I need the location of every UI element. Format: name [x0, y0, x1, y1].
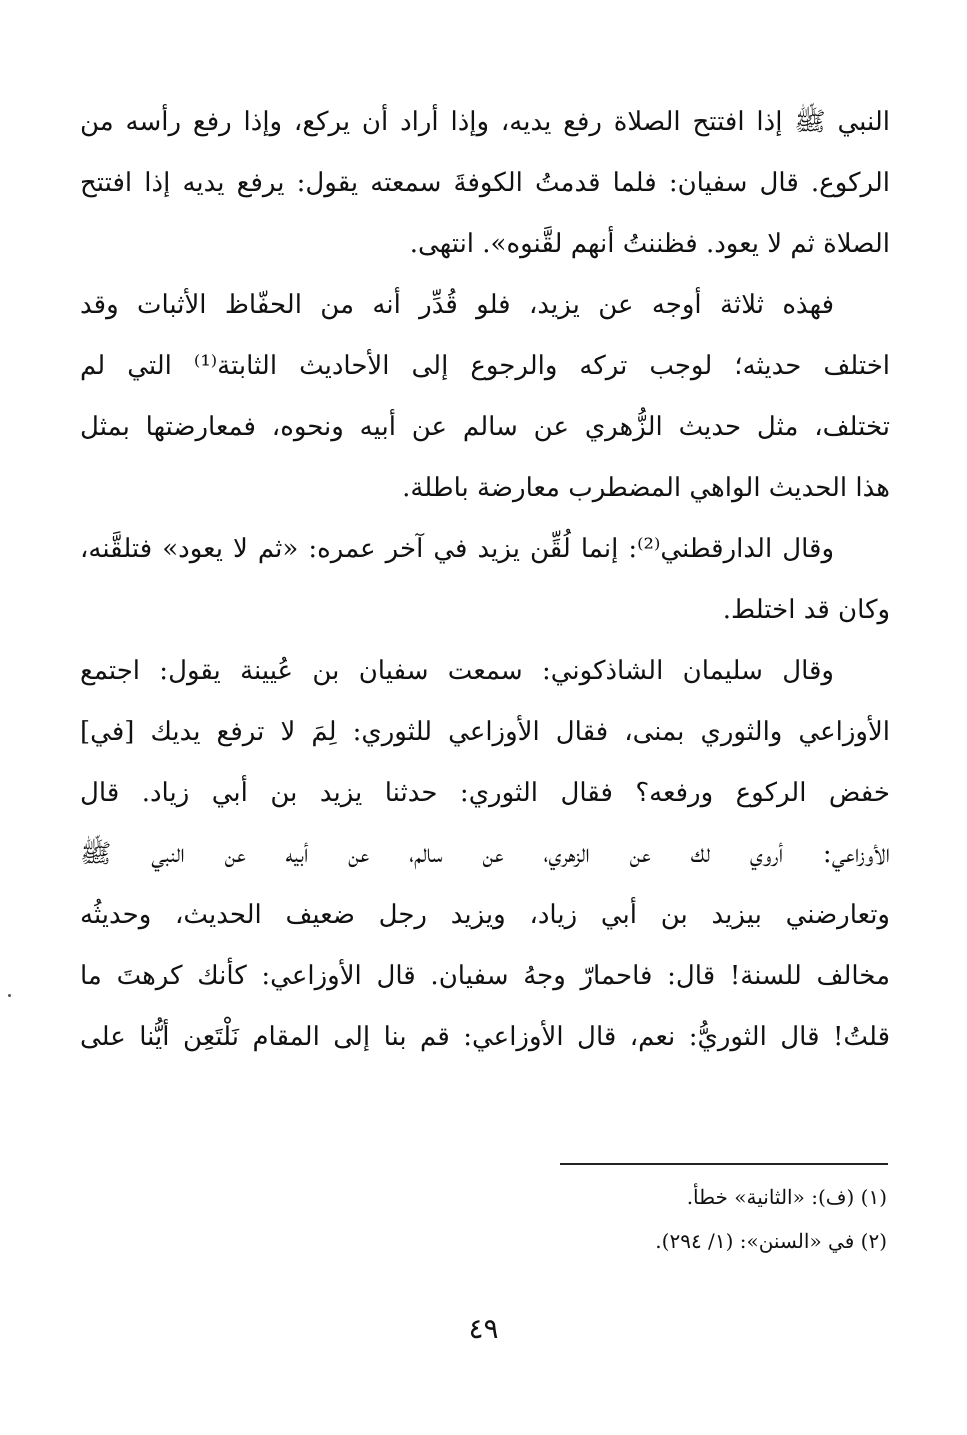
text-line: الأوزاعي والثوري بمنى، فقال الأوزاعي للثوري: لِمَ لا ترفع يديك [في]: [80, 717, 890, 747]
text-line: وكان قد اختلط.: [722, 595, 890, 625]
text-line: الأوزاعي: أروي لك عن الزهري، عن سالم، عن أبيه عن النبي ﷺ: [80, 839, 890, 869]
footnote-2: (٢) في «السنن»: (١/ ٢٩٤).: [655, 1229, 887, 1253]
page-number: ٤٩: [468, 1312, 499, 1345]
text-line: وقال الدارقطني⁽²⁾: إنما لُقِّن يزيد في آخر عمره: «ثم لا يعود» فتلقَّنه،: [80, 534, 835, 564]
text-line: اختلف حديثه؛ لوجب تركه والرجوع إلى الأحاديث الثابتة⁽¹⁾ التي لم: [80, 351, 890, 381]
text-line: مخالف للسنة! قال: فاحمارّ وجهُ سفيان. قال الأوزاعي: كأنك كرهتَ ما: [80, 961, 890, 991]
text-line: خفض الركوع ورفعه؟ فقال الثوري: حدثنا يزيد بن أبي زياد. قال: [80, 778, 890, 808]
footnote-1: (١) (ف): «الثانية» خطأ.: [686, 1185, 887, 1209]
text-line: فهذه ثلاثة أوجه عن يزيد، فلو قُدِّر أنه من الحفّاظ الأثبات وقد: [80, 290, 834, 320]
text-line: الركوع. قال سفيان: فلما قدمتُ الكوفةَ سمعته يقول: يرفع يديه إذا افتتح: [80, 168, 890, 198]
text-line: الصلاة ثم لا يعود. فظننتُ أنهم لقَّنوه». انتهى.: [409, 229, 890, 259]
text-line: قلتُ! قال الثوريُّ: نعم، قال الأوزاعي: قم بنا إلى المقام نَلْتَعِن أيُّنا على: [80, 1022, 890, 1052]
main-text: [80, 92, 890, 1068]
text-line: هذا الحديث الواهي المضطرب معارضة باطلة.: [402, 473, 890, 503]
footnote-divider: [560, 1163, 888, 1165]
text-line: النبي ﷺ إذا افتتح الصلاة رفع يديه، وإذا أراد أن يركع، وإذا رفع رأسه من: [80, 107, 890, 137]
scan-speck: [8, 994, 11, 997]
text-line: تختلف، مثل حديث الزُّهري عن سالم عن أبيه ونحوه، فمعارضتها بمثل: [80, 412, 890, 442]
text-line: وتعارضني بيزيد بن أبي زياد، ويزيد رجل ضعيف الحديث، وحديثُه: [80, 900, 890, 930]
text-line: وقال سليمان الشاذكوني: سمعت سفيان بن عُيينة يقول: اجتمع: [80, 656, 834, 686]
